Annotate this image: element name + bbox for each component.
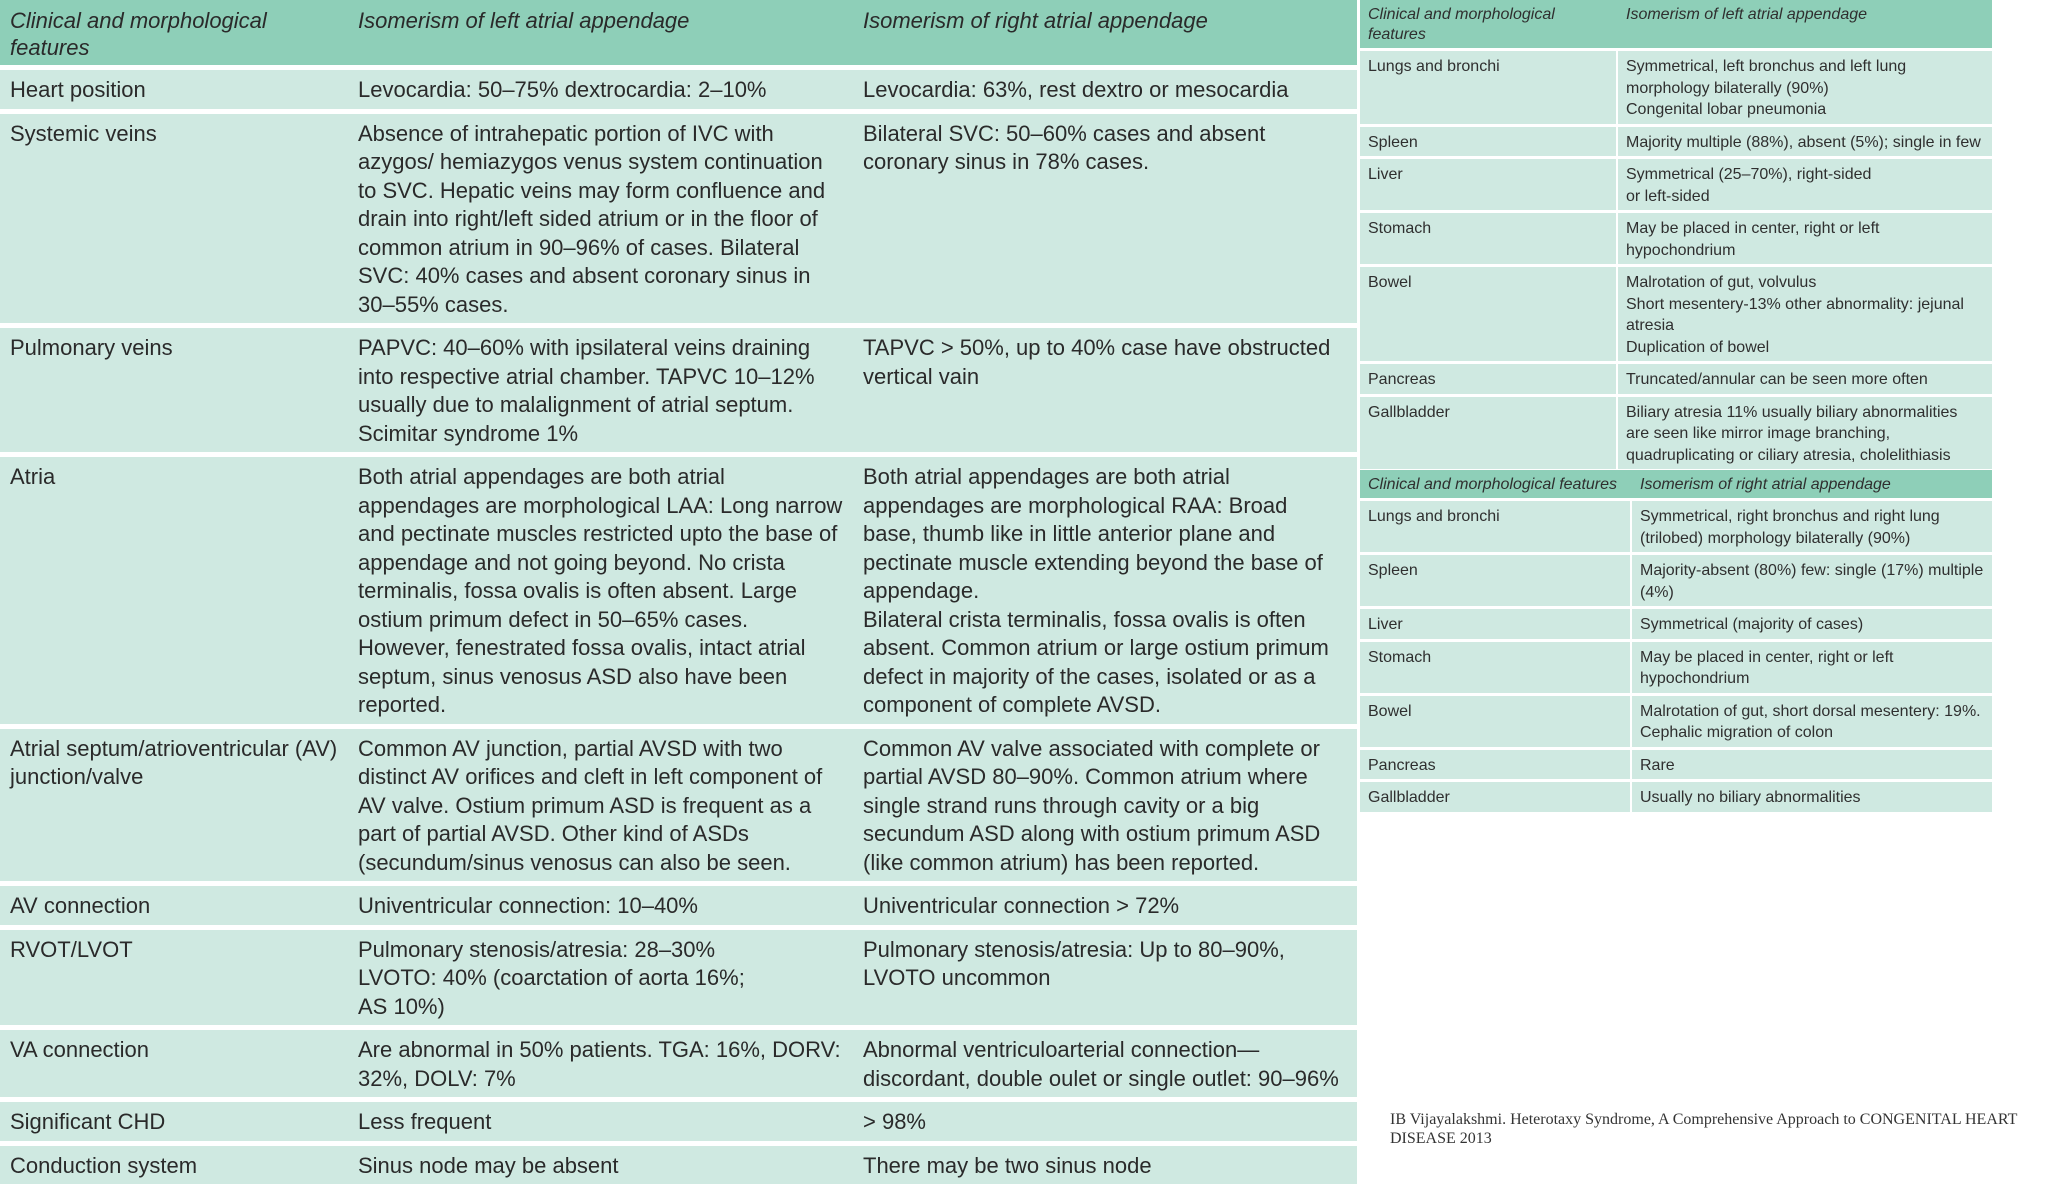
feature-cell: VA connection bbox=[0, 1030, 348, 1102]
feature-cell: Heart position bbox=[0, 70, 348, 114]
table-row bbox=[1360, 555, 1992, 609]
feature-cell: Atrial septum/atrioventricular (AV) junction/valve bbox=[0, 729, 348, 887]
left-isomerism-cell: Pulmonary stenosis/atresia: 28–30% LVOTO: 40% (coarctation of aorta 16%; AS 10%) bbox=[348, 930, 853, 1031]
table-row bbox=[0, 930, 1357, 1031]
feature-cell: Pancreas bbox=[1360, 364, 1618, 397]
feature-cell: Gallbladder bbox=[1360, 782, 1632, 815]
table-row bbox=[1360, 213, 1992, 267]
table-row bbox=[1360, 750, 1992, 783]
left-isomerism-cell: Are abnormal in 50% patients. TGA: 16%, DORV: 32%, DOLV: 7% bbox=[348, 1030, 853, 1102]
right-isomerism-cell: There may be two sinus node bbox=[853, 1146, 1357, 1189]
right-isomerism-cell: Bilateral SVC: 50–60% cases and absent coronary sinus in 78% cases. bbox=[853, 114, 1357, 329]
feature-cell: Liver bbox=[1360, 159, 1618, 213]
table-row bbox=[1360, 267, 1992, 364]
left-isomerism-cell: Sinus node may be absent bbox=[348, 1146, 853, 1189]
table-row bbox=[1360, 696, 1992, 750]
table-row bbox=[1360, 127, 1992, 160]
right-isomerism-cell: Pulmonary stenosis/atresia: Up to 80–90%, LVOTO uncommon bbox=[853, 930, 1357, 1031]
left-isomerism-cell: Absence of intrahepatic portion of IVC with azygos/ hemiazygos venus system continuation to SVC. Hepatic veins may form confluence and drain into right/left sided atrium or in the floor of common atrium in 90–96% of cases. Bilateral SVC: 40% cases and absent coronary sinus in 30–55% cases. bbox=[348, 114, 853, 329]
value-cell: Usually no biliary abnormalities bbox=[1632, 782, 1992, 815]
value-cell: Majority multiple (88%), absent (5%); single in few bbox=[1618, 127, 1992, 160]
value-cell: Symmetrical, left bronchus and left lung morphology bilaterally (90%) Congenital lobar pneumonia bbox=[1618, 51, 1992, 127]
column-header: Isomerism of left atrial appendage bbox=[1618, 0, 1992, 51]
table-row bbox=[1360, 642, 1992, 696]
value-cell: Biliary atresia 11% usually biliary abnormalities are seen like mirror image branching, quadruplicating or ciliary atresia, cholelithiasis bbox=[1618, 397, 1992, 473]
feature-cell: Spleen bbox=[1360, 127, 1618, 160]
feature-cell: Lungs and bronchi bbox=[1360, 501, 1632, 555]
table-row bbox=[0, 1030, 1357, 1102]
feature-cell: Gallbladder bbox=[1360, 397, 1618, 473]
feature-cell: Significant CHD bbox=[0, 1102, 348, 1146]
feature-cell: Liver bbox=[1360, 609, 1632, 642]
table-row bbox=[0, 886, 1357, 930]
column-header: Clinical and morphological features bbox=[1360, 470, 1632, 501]
table-row bbox=[0, 328, 1357, 457]
left-isomerism-cell: Levocardia: 50–75% dextrocardia: 2–10% bbox=[348, 70, 853, 114]
table-row bbox=[0, 1146, 1357, 1189]
column-header: Isomerism of right atrial appendage bbox=[1632, 470, 1992, 501]
right-isomerism-cell: Both atrial appendages are both atrial appendages are morphological RAA: Broad base, thumb like in little anterior plane and pectinate muscle extending beyond the base of appendage. Bilateral crista terminalis, fossa ovalis is often absent. Common atrium or large ostium primum defect in majority of the cases, isolated or as a component of complete AVSD. bbox=[853, 457, 1357, 729]
feature-cell: Bowel bbox=[1360, 696, 1632, 750]
feature-cell: Spleen bbox=[1360, 555, 1632, 609]
left-isomerism-cell: Common AV junction, partial AVSD with two distinct AV orifices and cleft in left component of AV valve. Ostium primum ASD is frequent as a part of partial AVSD. Other kind of ASDs (secundum/sinus venosus can also be seen. bbox=[348, 729, 853, 887]
left-isomerism-cell: Less frequent bbox=[348, 1102, 853, 1146]
value-cell: May be placed in center, right or left hypochondrium bbox=[1618, 213, 1992, 267]
value-cell: Symmetrical, right bronchus and right lung (trilobed) morphology bilaterally (90%) bbox=[1632, 501, 1992, 555]
feature-cell: Bowel bbox=[1360, 267, 1618, 364]
column-header: Isomerism of left atrial appendage bbox=[348, 0, 853, 70]
left-isomerism-cell: PAPVC: 40–60% with ipsilateral veins draining into respective atrial chamber. TAPVC 10–12% usually due to malalignment of atrial septum. Scimitar syndrome 1% bbox=[348, 328, 853, 457]
feature-cell: Stomach bbox=[1360, 642, 1632, 696]
feature-cell: Systemic veins bbox=[0, 114, 348, 329]
feature-cell: Pancreas bbox=[1360, 750, 1632, 783]
value-cell: May be placed in center, right or left hypochondrium bbox=[1632, 642, 1992, 696]
value-cell: Majority-absent (80%) few: single (17%) multiple (4%) bbox=[1632, 555, 1992, 609]
isomerism-left-extracardiac-table bbox=[1360, 0, 1992, 472]
value-cell: Symmetrical (majority of cases) bbox=[1632, 609, 1992, 642]
table-row bbox=[0, 70, 1357, 114]
table-row bbox=[1360, 397, 1992, 473]
table-row bbox=[0, 1102, 1357, 1146]
table-row bbox=[1360, 782, 1992, 815]
right-isomerism-cell: Common AV valve associated with complete or partial AVSD 80–90%. Common atrium where single strand runs through cavity or a big secundum ASD along with ostium primum ASD (like common atrium) has been reported. bbox=[853, 729, 1357, 887]
isomerism-right-extracardiac-table bbox=[1360, 470, 1992, 815]
right-isomerism-cell: Abnormal ventriculoarterial connection—discordant, double oulet or single outlet: 90–96% bbox=[853, 1030, 1357, 1102]
value-cell: Truncated/annular can be seen more often bbox=[1618, 364, 1992, 397]
table-row bbox=[0, 729, 1357, 887]
feature-cell: RVOT/LVOT bbox=[0, 930, 348, 1031]
table-row bbox=[1360, 609, 1992, 642]
value-cell: Malrotation of gut, volvulus Short mesentery-13% other abnormality: jejunal atresia Duplication of bowel bbox=[1618, 267, 1992, 364]
feature-cell: Stomach bbox=[1360, 213, 1618, 267]
feature-cell: Atria bbox=[0, 457, 348, 729]
side-right-header-row bbox=[1360, 470, 1992, 501]
table-row bbox=[1360, 51, 1992, 127]
table-row bbox=[1360, 364, 1992, 397]
left-isomerism-cell: Both atrial appendages are both atrial appendages are morphological LAA: Long narrow and pectinate muscles restricted upto the base of appendage and not going beyond. No crista terminalis, fossa ovalis is often absent. Large ostium primum defect in 50–65% cases. However, fenestrated fossa ovalis, intact atrial septum, sinus venosus ASD also have been reported. bbox=[348, 457, 853, 729]
right-isomerism-cell: TAPVC > 50%, up to 40% case have obstructed vertical vain bbox=[853, 328, 1357, 457]
right-isomerism-cell: Univentricular connection > 72% bbox=[853, 886, 1357, 930]
left-isomerism-cell: Univentricular connection: 10–40% bbox=[348, 886, 853, 930]
table-row bbox=[1360, 159, 1992, 213]
main-table-header-row bbox=[0, 0, 1357, 70]
feature-cell: Lungs and bronchi bbox=[1360, 51, 1618, 127]
value-cell: Symmetrical (25–70%), right-sided or left-sided bbox=[1618, 159, 1992, 213]
feature-cell: Conduction system bbox=[0, 1146, 348, 1189]
right-isomerism-cell: > 98% bbox=[853, 1102, 1357, 1146]
feature-cell: AV connection bbox=[0, 886, 348, 930]
side-left-header-row bbox=[1360, 0, 1992, 51]
column-header: Clinical and morphological features bbox=[0, 0, 348, 70]
table-row bbox=[0, 457, 1357, 729]
value-cell: Malrotation of gut, short dorsal mesentery: 19%. Cephalic migration of colon bbox=[1632, 696, 1992, 750]
table-row bbox=[0, 114, 1357, 329]
column-header: Clinical and morphological features bbox=[1360, 0, 1618, 51]
value-cell: Rare bbox=[1632, 750, 1992, 783]
table-row bbox=[1360, 501, 1992, 555]
column-header: Isomerism of right atrial appendage bbox=[853, 0, 1357, 70]
feature-cell: Pulmonary veins bbox=[0, 328, 348, 457]
citation-text: IB Vijayalakshmi. Heterotaxy Syndrome, A Comprehensive Approach to CONGENITAL HEART DISEASE 2013 bbox=[1390, 1110, 2030, 1148]
right-isomerism-cell: Levocardia: 63%, rest dextro or mesocardia bbox=[853, 70, 1357, 114]
